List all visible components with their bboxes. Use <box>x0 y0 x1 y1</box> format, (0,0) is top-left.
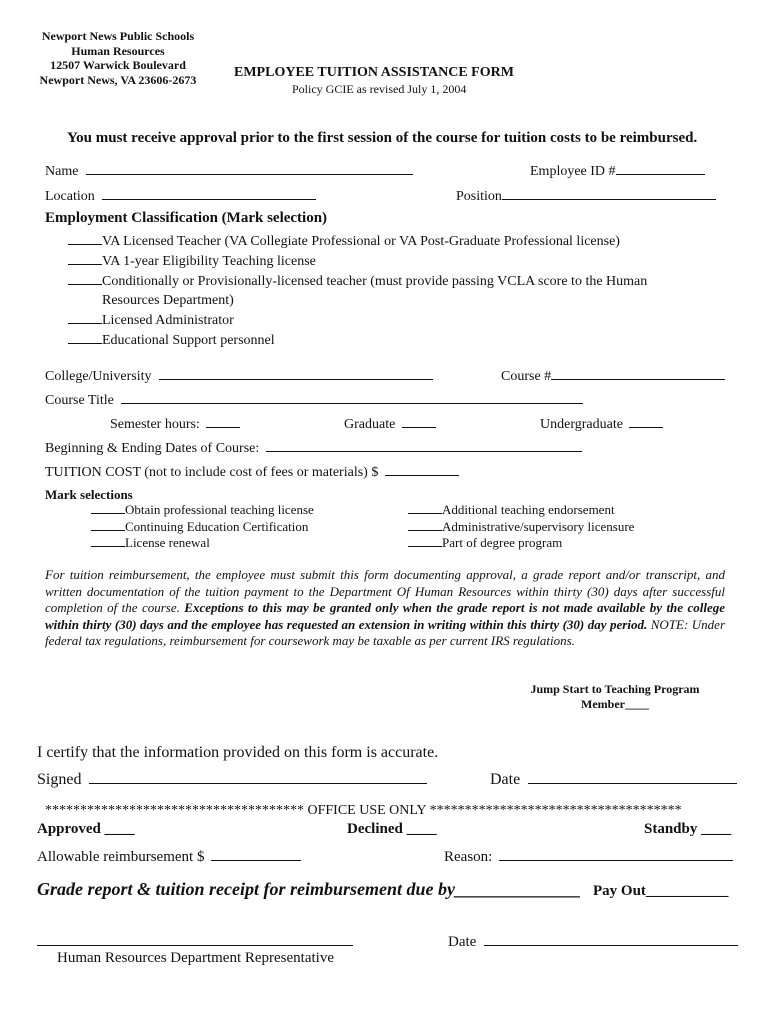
course-dates-row <box>45 438 582 457</box>
hr-representative-label: Human Resources Department Representative <box>57 950 334 966</box>
grade-report-due[interactable]: Grade report & tuition receipt for reimbursement due by______________ <box>37 879 581 899</box>
selection-option[interactable]: Continuing Education Certification <box>91 519 314 536</box>
selections-right <box>408 502 634 552</box>
pay-out-field[interactable]: Pay Out___________ <box>593 883 729 899</box>
tuition-cost-row <box>45 462 459 481</box>
classification-option[interactable]: Licensed Administrator <box>68 310 647 330</box>
policy-text-main: For tuition reimbursement, the employee must submit this form documenting approval, a grade report and/or transcript, and written documentation of the tuition payment to the Department Of Human Resources within thirty (30) days after successful completion of the course. <box>45 567 725 615</box>
jump-start-member[interactable]: Member____ <box>581 697 649 711</box>
policy-text-note: NOTE: Under federal tax regulations, reimbursement for coursework may be taxable as per current IRS regulations. <box>45 616 726 648</box>
mark-blank[interactable] <box>68 310 102 324</box>
jump-start-block <box>510 682 720 712</box>
signed-row <box>37 770 427 789</box>
allowable-reimbursement-label: Allowable reimbursement $ <box>37 849 205 865</box>
mark-blank[interactable] <box>91 502 125 514</box>
tuition-cost-label: TUITION COST (not to include cost of fees or materials) $ <box>45 465 379 480</box>
classification-option-continued: Resources Department) <box>102 293 234 308</box>
reason-row <box>444 847 733 866</box>
course-dates-field[interactable] <box>266 438 582 452</box>
selection-option[interactable]: License renewal <box>91 535 314 552</box>
mark-blank[interactable] <box>408 502 442 514</box>
course-title-row <box>45 390 583 409</box>
mark-blank[interactable] <box>68 271 102 285</box>
selection-option[interactable]: Obtain professional teaching license <box>91 502 314 519</box>
location-row <box>45 186 316 205</box>
graduate-row <box>344 414 436 433</box>
undergraduate-field[interactable] <box>629 414 663 428</box>
graduate-field[interactable] <box>402 414 436 428</box>
date-field[interactable] <box>528 770 737 784</box>
org-address <box>38 29 198 87</box>
position-field[interactable] <box>502 186 716 200</box>
approved-field[interactable]: Approved ____ <box>37 821 135 837</box>
form-title: EMPLOYEE TUITION ASSISTANCE FORM <box>234 65 514 80</box>
approval-notice: You must receive approval prior to the first session of the course for tuition costs to be reimbursed. <box>67 130 698 146</box>
standby-field[interactable]: Standby ____ <box>644 821 732 837</box>
undergraduate-label: Undergraduate <box>540 417 623 432</box>
mark-blank[interactable] <box>91 519 125 531</box>
course-number-field[interactable] <box>551 366 725 380</box>
policy-reference: Policy GCIE as revised July 1, 2004 <box>292 82 467 96</box>
undergraduate-row <box>540 414 663 433</box>
course-title-field[interactable] <box>121 390 583 404</box>
mark-blank[interactable] <box>91 535 125 547</box>
office-use-banner: ************************************* OFFICE USE ONLY ************************************ <box>45 803 682 818</box>
name-label: Name <box>45 164 79 179</box>
signed-label: Signed <box>37 771 82 788</box>
semester-hours-field[interactable] <box>206 414 240 428</box>
location-field[interactable] <box>102 186 316 200</box>
classification-options <box>68 231 647 350</box>
selection-option[interactable]: Administrative/supervisory licensure <box>408 519 634 536</box>
position-row <box>456 186 716 205</box>
org-department: Human Resources <box>71 43 165 58</box>
location-label: Location <box>45 189 95 204</box>
policy-text-exceptions: Exceptions to this may be granted only when the grade report is not made available by the college within thirty (30) days and the employee has requested an extension in writing within this thirty (30) day period. <box>45 600 726 632</box>
jump-start-title: Jump Start to Teaching Program <box>530 682 700 696</box>
semester-hours-row <box>110 414 240 433</box>
hr-date-label: Date <box>448 934 477 950</box>
name-field[interactable] <box>86 161 413 175</box>
tuition-cost-field[interactable] <box>385 462 459 476</box>
employee-id-field[interactable] <box>616 161 705 175</box>
hr-signature-line[interactable] <box>37 945 353 946</box>
mark-blank[interactable] <box>408 535 442 547</box>
mark-blank[interactable] <box>68 231 102 245</box>
allowable-reimbursement-row <box>37 847 301 866</box>
college-row <box>45 366 433 385</box>
reason-label: Reason: <box>444 849 493 865</box>
name-row <box>45 161 413 180</box>
selection-option[interactable]: Additional teaching endorsement <box>408 502 634 519</box>
allowable-reimbursement-field[interactable] <box>211 847 301 861</box>
hr-date-row <box>448 932 738 951</box>
org-city: Newport News, VA 23606-2673 <box>39 72 197 87</box>
employee-id-label: Employee ID # <box>530 164 616 179</box>
course-number-row <box>501 366 725 385</box>
date-label: Date <box>490 771 521 788</box>
classification-option[interactable]: Educational Support personnel <box>68 330 647 350</box>
college-label: College/University <box>45 369 152 384</box>
mark-blank[interactable] <box>408 519 442 531</box>
employee-id-row <box>530 161 705 180</box>
mark-blank[interactable] <box>68 330 102 344</box>
hr-date-field[interactable] <box>484 932 738 946</box>
reimbursement-policy-text <box>45 567 725 650</box>
graduate-label: Graduate <box>344 417 396 432</box>
classification-option[interactable]: Conditionally or Provisionally-licensed teacher (must provide passing VCLA score to the Human <box>68 271 647 291</box>
org-street: 12507 Warwick Boulevard <box>50 58 186 72</box>
course-number-label: Course # <box>501 369 552 384</box>
course-title-label: Course Title <box>45 393 114 408</box>
mark-blank[interactable] <box>68 251 102 265</box>
classification-heading: Employment Classification (Mark selection) <box>45 210 328 226</box>
date-row <box>490 770 737 789</box>
semester-hours-label: Semester hours: <box>110 417 200 432</box>
mark-selections-heading: Mark selections <box>45 487 133 502</box>
signature-field[interactable] <box>89 770 427 784</box>
position-label: Position <box>456 189 502 204</box>
college-field[interactable] <box>159 366 433 380</box>
classification-option[interactable]: VA Licensed Teacher (VA Collegiate Professional or VA Post-Graduate Professional license) <box>68 231 647 251</box>
classification-option[interactable]: VA 1-year Eligibility Teaching license <box>68 251 647 271</box>
course-dates-label: Beginning & Ending Dates of Course: <box>45 441 260 456</box>
reason-field[interactable] <box>499 847 733 861</box>
certify-statement: I certify that the information provided on this form is accurate. <box>37 744 439 761</box>
org-name: Newport News Public Schools <box>41 29 195 43</box>
selection-option[interactable]: Part of degree program <box>408 535 634 552</box>
selections-left <box>91 502 314 552</box>
declined-field[interactable]: Declined ____ <box>347 821 437 837</box>
